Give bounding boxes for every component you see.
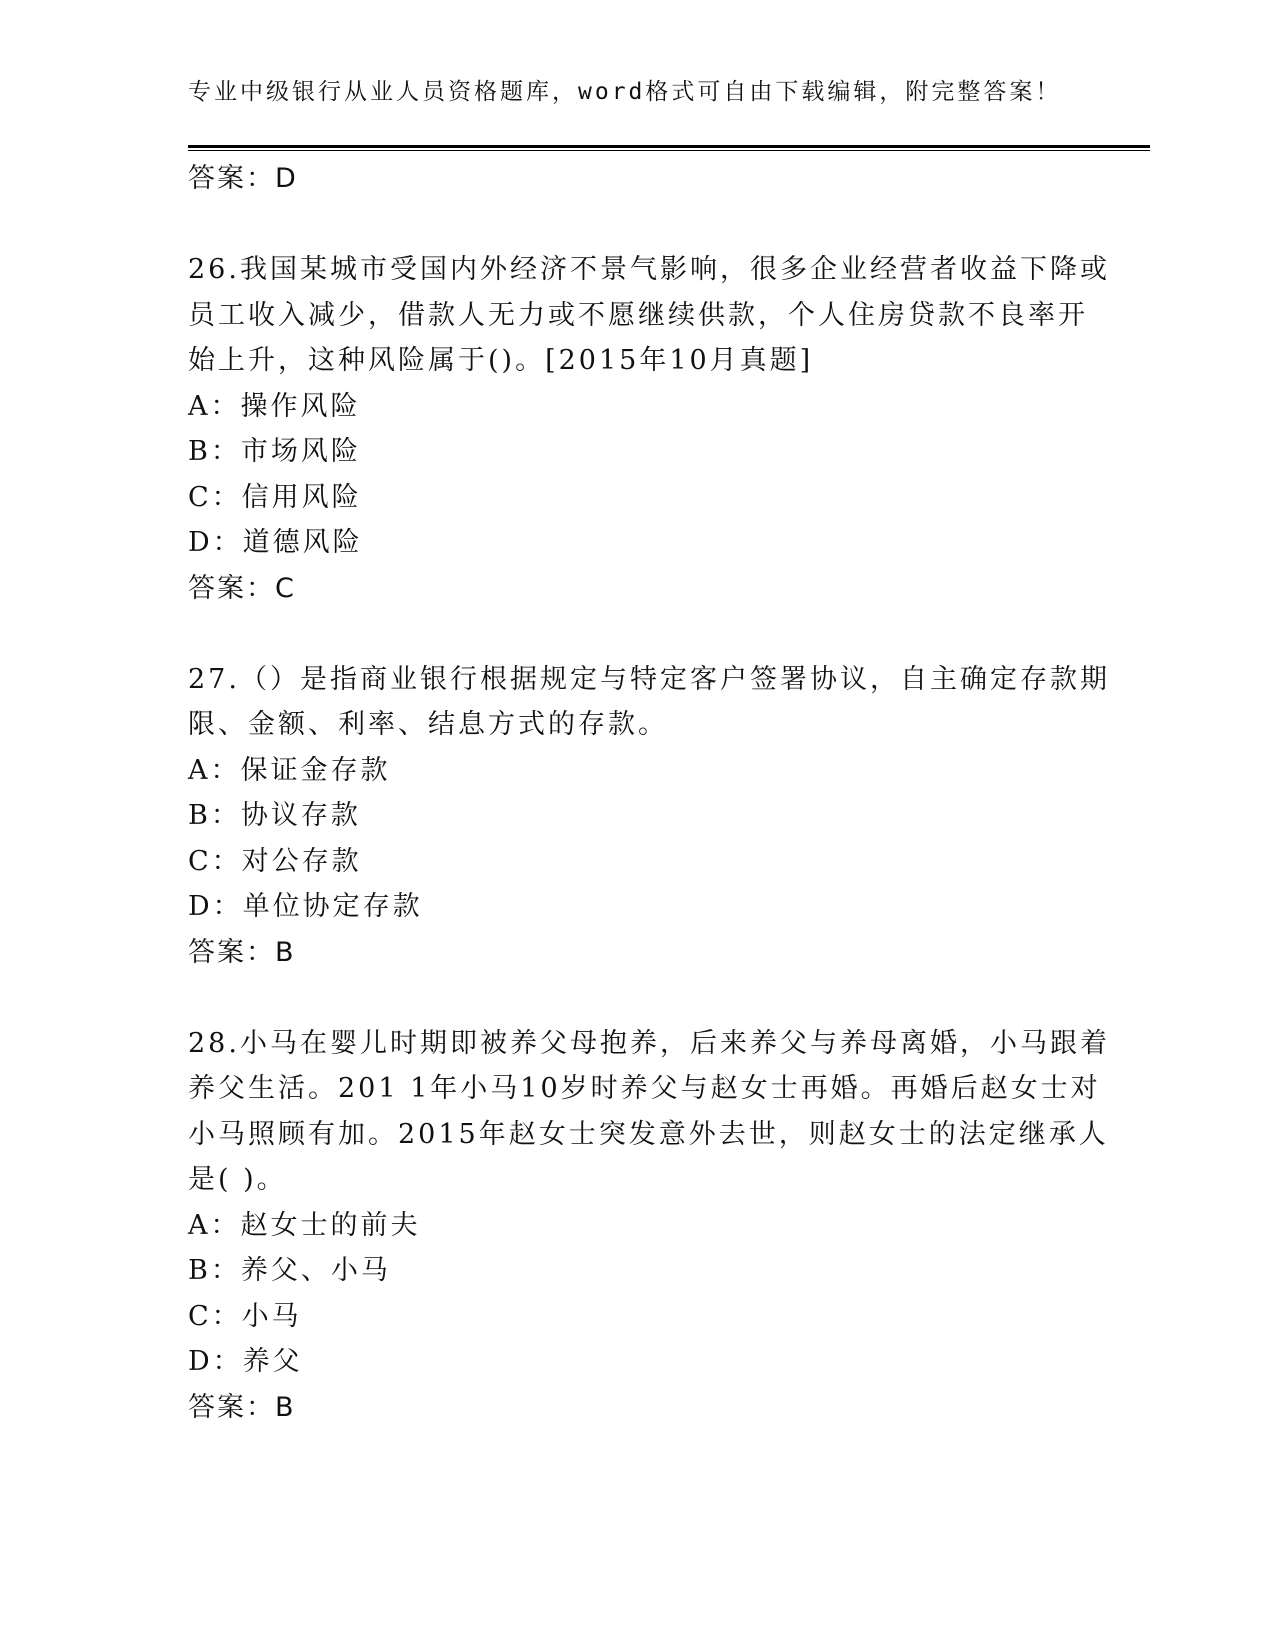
answer-line: 答案：B: [188, 1391, 296, 1423]
question-text-line: 养父生活。201 1年小马10岁时养父与赵女士再婚。再婚后赵女士对: [188, 1073, 1101, 1104]
document-body: [188, 156, 1110, 1430]
question-text-line: 始上升，这种风险属于()。[2015年10月真题]: [188, 345, 814, 376]
page-header: 专业中级银行从业人员资格题库，word格式可自由下载编辑，附完整答案！: [188, 79, 1062, 105]
header-rule-thick: [188, 145, 1150, 148]
option-a: A：操作风险: [188, 390, 361, 422]
question-block-27: [188, 657, 1110, 976]
question-text-line: 27.（）是指商业银行根据规定与特定客户签署协议，自主确定存款期: [188, 663, 1110, 695]
option-b: B：养父、小马: [188, 1255, 391, 1286]
option-c: C：小马: [188, 1300, 302, 1332]
question-text-line: 是( )。: [188, 1164, 287, 1195]
question-text-line: 限、金额、利率、结息方式的存款。: [188, 709, 668, 740]
question-text-line: 员工收入减少，借款人无力或不愿继续供款，个人住房贷款不良率开: [188, 299, 1088, 331]
question-text-line: 28.小马在婴儿时期即被养父母抱养，后来养父与养母离婚，小马跟着: [188, 1027, 1110, 1059]
option-c: C：对公存款: [188, 845, 362, 877]
question-text-line: 小马照顾有加。2015年赵女士突发意外去世，则赵女士的法定继承人: [188, 1118, 1109, 1150]
header-rule-thin: [188, 150, 1150, 151]
option-b: B：协议存款: [188, 800, 361, 831]
option-a: A：赵女士的前夫: [188, 1209, 421, 1241]
question-block-26: [188, 247, 1110, 611]
option-c: C：信用风险: [188, 481, 362, 513]
option-d: D：单位协定存款: [188, 891, 423, 922]
answer-line: 答案：B: [188, 936, 296, 968]
option-d: D：道德风险: [188, 527, 363, 558]
question-text-line: 26.我国某城市受国内外经济不景气影响，很多企业经营者收益下降或: [188, 254, 1110, 285]
option-d: D：养父: [188, 1346, 303, 1377]
option-b: B：市场风险: [188, 436, 361, 467]
answer-line: 答案：D: [188, 163, 298, 194]
option-a: A：保证金存款: [188, 754, 391, 786]
answer-line: 答案：C: [188, 572, 296, 604]
question-block-28: [188, 1021, 1110, 1431]
